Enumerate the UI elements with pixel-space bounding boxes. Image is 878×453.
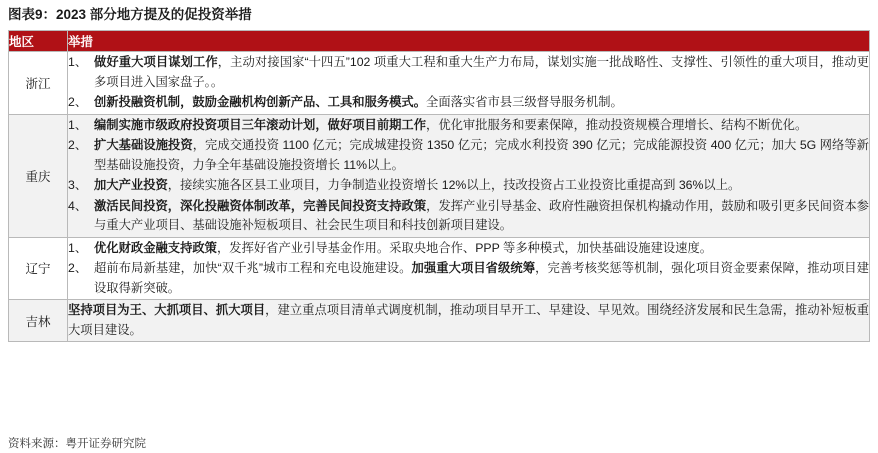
measure-item-number: 3、 [68, 178, 88, 192]
measure-item-text [68, 301, 869, 340]
table-row [9, 237, 870, 300]
measures-table [8, 30, 870, 342]
measure-item [68, 239, 869, 259]
measure-item [68, 93, 869, 113]
measure-text-normal: 全面落实省市县三级督导服务机制。 [426, 95, 623, 109]
measure-item-text [94, 197, 869, 236]
table-row [9, 114, 870, 237]
table-header [9, 31, 870, 52]
measure-text-emphasis: 扩大基础设施投资 [94, 138, 193, 152]
table-body [9, 52, 870, 342]
measure-cell [68, 300, 870, 342]
region-cell: 重庆 [9, 114, 68, 237]
measure-cell [68, 114, 870, 237]
measure-text-normal: ，完成交通投资 1100 亿元；完成城建投资 1350 亿元；完成水利投资 390 亿元；完成能源投资 400 亿元；加大 5G 网络等新型基础设施投资，力争全年基础设施投资增长 11%以上。 [94, 138, 869, 172]
measure-text-normal: ，主动对接国家“十四五”102 项重大工程和重大生产力布局，谋划实施一批战略性、支撑性、引领性的重大项目，推动更多项目进入国家盘子。。 [94, 55, 869, 89]
measure-item-number: 2、 [68, 95, 88, 109]
measure-item-text [94, 176, 869, 196]
measure-item [68, 53, 869, 92]
measure-item [68, 301, 869, 340]
measure-cell [68, 52, 870, 115]
measure-item [68, 176, 869, 196]
measure-item-number: 4、 [68, 198, 88, 213]
measure-text-emphasis: 激活民间投资，深化投融资体制改革，完善民间投资支持政策 [94, 198, 427, 213]
measure-item-number: 1、 [68, 117, 88, 132]
region-cell: 辽宁 [9, 237, 68, 300]
measure-item-number: 1、 [68, 55, 88, 69]
measure-item-number: 2、 [68, 138, 88, 152]
measure-text-normal: ，完善考核奖惩等机制，强化项目资金要素保障，推动项目建设取得新突破。 [94, 261, 869, 295]
measure-item-text [94, 53, 869, 92]
measure-item [68, 259, 869, 298]
measure-item [68, 116, 869, 136]
measure-text-normal: ，发挥产业引导基金、政府性融资担保机构撬动作用，鼓励和吸引更多民间资本参与重大产业项目、基础设施补短板项目、社会民生项目和科技创新项目建设。 [94, 198, 869, 232]
measure-text-emphasis: 加大产业投资 [94, 178, 168, 192]
table-row [9, 300, 870, 342]
measure-item-number: 2、 [68, 261, 88, 275]
measure-item-text [94, 239, 869, 259]
measure-text-emphasis: 创新投融资机制，鼓励金融机构创新产品、工具和服务模式。 [94, 95, 427, 109]
measure-text-normal: ，发挥好省产业引导基金作用。采取央地合作、PPP 等多种模式，加快基础设施建设速度。 [216, 240, 713, 255]
measure-item-number: 1、 [68, 240, 88, 255]
column-header-region: 地区 [9, 31, 68, 52]
measure-text-emphasis: 加强重大项目省级统筹 [411, 261, 536, 275]
measure-text-emphasis: 做好重大项目谋划工作 [94, 55, 218, 69]
measure-text-normal: ，建立重点项目清单式调度机制，推动项目早开工、早建设、早见效。围绕经济发展和民生急需，推动补短板重大项目建设。 [68, 303, 869, 337]
region-cell: 吉林 [9, 300, 68, 342]
measure-text-normal: ，优化审批服务和要素保障，推动投资规模合理增长、结构不断优化。 [426, 117, 808, 132]
measure-text-emphasis: 编制实施市级政府投资项目三年滚动计划，做好项目前期工作 [94, 117, 427, 132]
source-note: 资料来源：粤开证券研究院 [8, 438, 146, 450]
page-title: 图表9：2023 部分地方提及的促投资举措 [8, 7, 252, 22]
table-row [9, 52, 870, 115]
region-cell: 浙江 [9, 52, 68, 115]
measure-item-text [94, 136, 869, 175]
measure-item-text [94, 116, 869, 136]
measure-item-text [94, 259, 869, 298]
measure-text-emphasis: 坚持项目为王、大抓项目、抓大项目 [68, 303, 266, 317]
measure-text-normal: ，接续实施各区县工业项目，力争制造业投资增长 12%以上，技改投资占工业投资比重提高到 36%以上。 [167, 178, 741, 192]
measure-item-text [94, 93, 869, 113]
measure-text-emphasis: 优化财政金融支持政策 [94, 240, 217, 255]
table-header-row [9, 31, 870, 52]
measure-cell [68, 237, 870, 300]
measure-item [68, 197, 869, 236]
measure-item [68, 136, 869, 175]
column-header-measure: 举措 [68, 31, 870, 52]
measure-text-normal: 超前布局新基建，加快“双千兆”城市工程和充电设施建设。 [94, 261, 412, 275]
